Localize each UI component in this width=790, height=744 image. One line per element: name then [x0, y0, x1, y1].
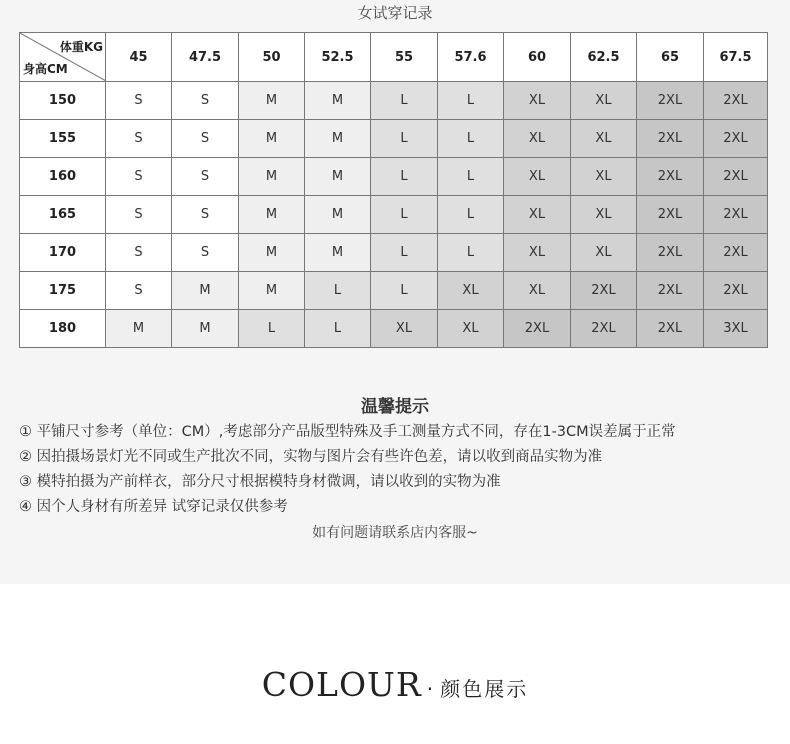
size-cell: M — [305, 234, 371, 272]
size-cell: L — [305, 272, 371, 310]
size-cell: L — [438, 120, 504, 158]
size-cell: L — [371, 196, 438, 234]
size-cell: M — [305, 82, 371, 120]
weight-header: 50 — [239, 33, 305, 82]
size-cell: L — [371, 82, 438, 120]
size-cell: L — [305, 310, 371, 348]
size-cell: 2XL — [704, 120, 768, 158]
size-cell: XL — [504, 234, 571, 272]
size-cell: S — [106, 158, 172, 196]
size-cell: 2XL — [704, 158, 768, 196]
height-row — [20, 120, 768, 158]
size-cell: L — [371, 234, 438, 272]
size-cell: 2XL — [704, 196, 768, 234]
size-cell: 2XL — [637, 196, 704, 234]
size-cell: S — [106, 234, 172, 272]
height-axis-label: 身高CM — [23, 62, 68, 76]
size-cell: S — [106, 120, 172, 158]
size-cell: M — [172, 272, 239, 310]
size-cell: 2XL — [704, 82, 768, 120]
colour-heading-cn: 颜色展示 — [440, 677, 529, 701]
tip-item: ① 平铺尺寸参考（单位：CM）,考虑部分产品版型特殊及手工测量方式不同，存在1-3CM误差属于正常 — [19, 424, 676, 440]
corner-header — [20, 33, 106, 82]
height-label: 155 — [20, 120, 106, 158]
size-cell: S — [172, 120, 239, 158]
size-cell: 2XL — [504, 310, 571, 348]
weight-header: 55 — [371, 33, 438, 82]
height-label: 150 — [20, 82, 106, 120]
tips-title: 温馨提示 — [361, 397, 429, 417]
size-cell: M — [239, 272, 305, 310]
size-cell: 2XL — [637, 234, 704, 272]
height-row — [20, 234, 768, 272]
size-table-body — [20, 82, 768, 348]
size-cell: M — [239, 196, 305, 234]
size-cell: XL — [438, 272, 504, 310]
size-cell: L — [438, 158, 504, 196]
size-cell: L — [371, 120, 438, 158]
size-cell: 2XL — [571, 310, 637, 348]
height-label: 180 — [20, 310, 106, 348]
size-cell: XL — [504, 272, 571, 310]
header-row — [20, 33, 768, 82]
size-cell: S — [106, 272, 172, 310]
size-cell: XL — [438, 310, 504, 348]
weight-header: 45 — [106, 33, 172, 82]
size-cell: 3XL — [704, 310, 768, 348]
size-cell: M — [239, 120, 305, 158]
size-cell: XL — [504, 120, 571, 158]
size-cell: S — [172, 196, 239, 234]
size-cell: S — [172, 234, 239, 272]
size-cell: S — [172, 158, 239, 196]
size-cell: 2XL — [704, 234, 768, 272]
size-cell: L — [371, 272, 438, 310]
height-row — [20, 310, 768, 348]
size-cell: XL — [571, 158, 637, 196]
size-cell: L — [371, 158, 438, 196]
height-label: 165 — [20, 196, 106, 234]
size-cell: M — [239, 158, 305, 196]
size-cell: XL — [504, 82, 571, 120]
size-cell: L — [438, 196, 504, 234]
size-cell: M — [305, 196, 371, 234]
contact-note: 如有问题请联系店内客服~ — [312, 525, 478, 541]
size-cell: XL — [571, 234, 637, 272]
height-row — [20, 272, 768, 310]
size-cell: M — [106, 310, 172, 348]
weight-header: 57.6 — [438, 33, 504, 82]
size-cell: XL — [504, 196, 571, 234]
height-label: 170 — [20, 234, 106, 272]
tip-item: ② 因拍摄场景灯光不同或生产批次不同，实物与图片会有些许色差，请以收到商品实物为准 — [19, 449, 603, 465]
size-cell: XL — [371, 310, 438, 348]
size-cell: 2XL — [637, 120, 704, 158]
size-cell: S — [106, 82, 172, 120]
size-cell: 2XL — [637, 272, 704, 310]
size-cell: S — [172, 82, 239, 120]
colour-heading-separator: · — [426, 677, 436, 701]
size-cell: 2XL — [571, 272, 637, 310]
size-cell: XL — [571, 82, 637, 120]
tips-list — [19, 420, 779, 520]
weight-header: 52.5 — [305, 33, 371, 82]
weight-header: 65 — [637, 33, 704, 82]
height-row — [20, 196, 768, 234]
size-cell: M — [239, 82, 305, 120]
size-cell: M — [239, 234, 305, 272]
colour-heading-en: COLOUR — [261, 665, 422, 704]
weight-header: 67.5 — [704, 33, 768, 82]
size-cell: 2XL — [637, 158, 704, 196]
size-cell: M — [305, 120, 371, 158]
size-cell: M — [305, 158, 371, 196]
tip-item: ③ 模特拍摄为产前样衣，部分尺寸根据模特身材微调，请以收到的实物为准 — [19, 474, 501, 490]
height-row — [20, 82, 768, 120]
weight-header: 62.5 — [571, 33, 637, 82]
size-cell: 2XL — [637, 82, 704, 120]
weight-axis-label: 体重KG — [59, 40, 103, 54]
size-cell: 2XL — [637, 310, 704, 348]
size-cell: L — [438, 234, 504, 272]
height-row — [20, 158, 768, 196]
height-label: 175 — [20, 272, 106, 310]
weight-header: 47.5 — [172, 33, 239, 82]
size-table — [19, 32, 768, 348]
size-cell: L — [239, 310, 305, 348]
size-cell: M — [172, 310, 239, 348]
colour-heading — [0, 665, 790, 704]
tip-item: ④ 因个人身材有所差异 试穿记录仅供参考 — [19, 499, 288, 515]
size-cell: XL — [571, 196, 637, 234]
weight-header: 60 — [504, 33, 571, 82]
size-cell: XL — [504, 158, 571, 196]
chart-title: 女试穿记录 — [357, 4, 433, 22]
height-label: 160 — [20, 158, 106, 196]
size-cell: XL — [571, 120, 637, 158]
size-cell: S — [106, 196, 172, 234]
size-cell: L — [438, 82, 504, 120]
size-cell: 2XL — [704, 272, 768, 310]
